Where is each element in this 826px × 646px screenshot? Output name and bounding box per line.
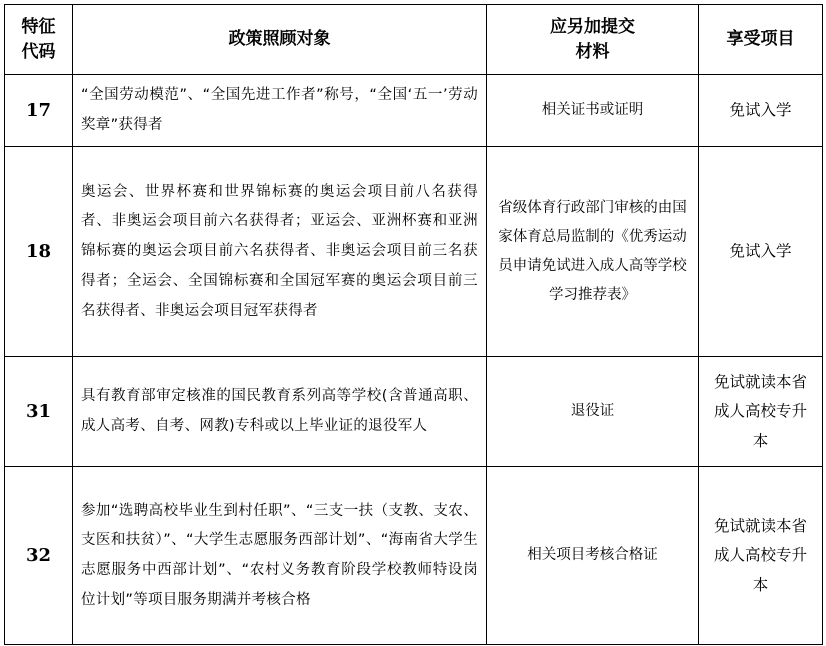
cell-extra-materials: 相关证书或证明 [487, 75, 699, 147]
table-row [5, 75, 823, 147]
cell-benefit: 免试入学 [699, 147, 823, 357]
cell-extra-materials: 退役证 [487, 357, 699, 467]
cell-policy-object: 参加“选聘高校毕业生到村任职”、“三支一扶（支教、支农、支医和扶贫）”、“大学生志愿服务西部计划”、“海南省大学生志愿服务中西部计划”、“农村义务教育阶段学校教师特设岗位计划”等项目服务期满并考核合格 [73, 467, 487, 645]
column-header-extra-materials-line-1: 应另加提交 [550, 16, 635, 37]
cell-benefit: 免试入学 [699, 75, 823, 147]
cell-feature-code: 32 [5, 467, 73, 645]
cell-extra-materials: 相关项目考核合格证 [487, 467, 699, 645]
column-header-extra-materials-line-2: 材料 [575, 41, 610, 62]
policy-care-table [4, 4, 823, 645]
cell-policy-object: “全国劳动模范”、“全国先进工作者”称号，“全国‘五一’劳动奖章”获得者 [73, 75, 487, 147]
column-header-benefit-line-1: 享受项目 [726, 29, 795, 50]
cell-benefit: 免试就读本省成人高校专升本 [699, 467, 823, 645]
column-header-policy-object-line-1: 政策照顾对象 [228, 29, 331, 50]
cell-feature-code: 31 [5, 357, 73, 467]
table-row [5, 357, 823, 467]
table-body [5, 75, 823, 645]
table-row [5, 147, 823, 357]
cell-extra-materials: 省级体育行政部门审核的由国家体育总局监制的《优秀运动员申请免试进入成人高等学校学习推荐表》 [487, 147, 699, 357]
table-row [5, 467, 823, 645]
column-header-feature-code [5, 5, 73, 75]
table-header [5, 5, 823, 75]
table-header-row [5, 5, 823, 75]
cell-policy-object: 具有教育部审定核准的国民教育系列高等学校(含普通高职、成人高考、自考、网教)专科或以上毕业证的退役军人 [73, 357, 487, 467]
column-header-feature-code-line-1: 特征 [21, 16, 56, 37]
cell-policy-object: 奥运会、世界杯赛和世界锦标赛的奥运会项目前八名获得者、非奥运会项目前六名获得者；亚运会、亚洲杯赛和亚洲锦标赛的奥运会项目前六名获得者、非奥运会项目前三名获得者；全运会、全国锦标赛和全国冠军赛的奥运会项目前三名获得者、非奥运会项目冠军获得者 [73, 147, 487, 357]
column-header-benefit [699, 5, 823, 75]
cell-feature-code: 17 [5, 75, 73, 147]
column-header-feature-code-line-2: 代码 [21, 41, 56, 62]
column-header-extra-materials [487, 5, 699, 75]
cell-feature-code: 18 [5, 147, 73, 357]
column-header-policy-object [73, 5, 487, 75]
cell-benefit: 免试就读本省成人高校专升本 [699, 357, 823, 467]
